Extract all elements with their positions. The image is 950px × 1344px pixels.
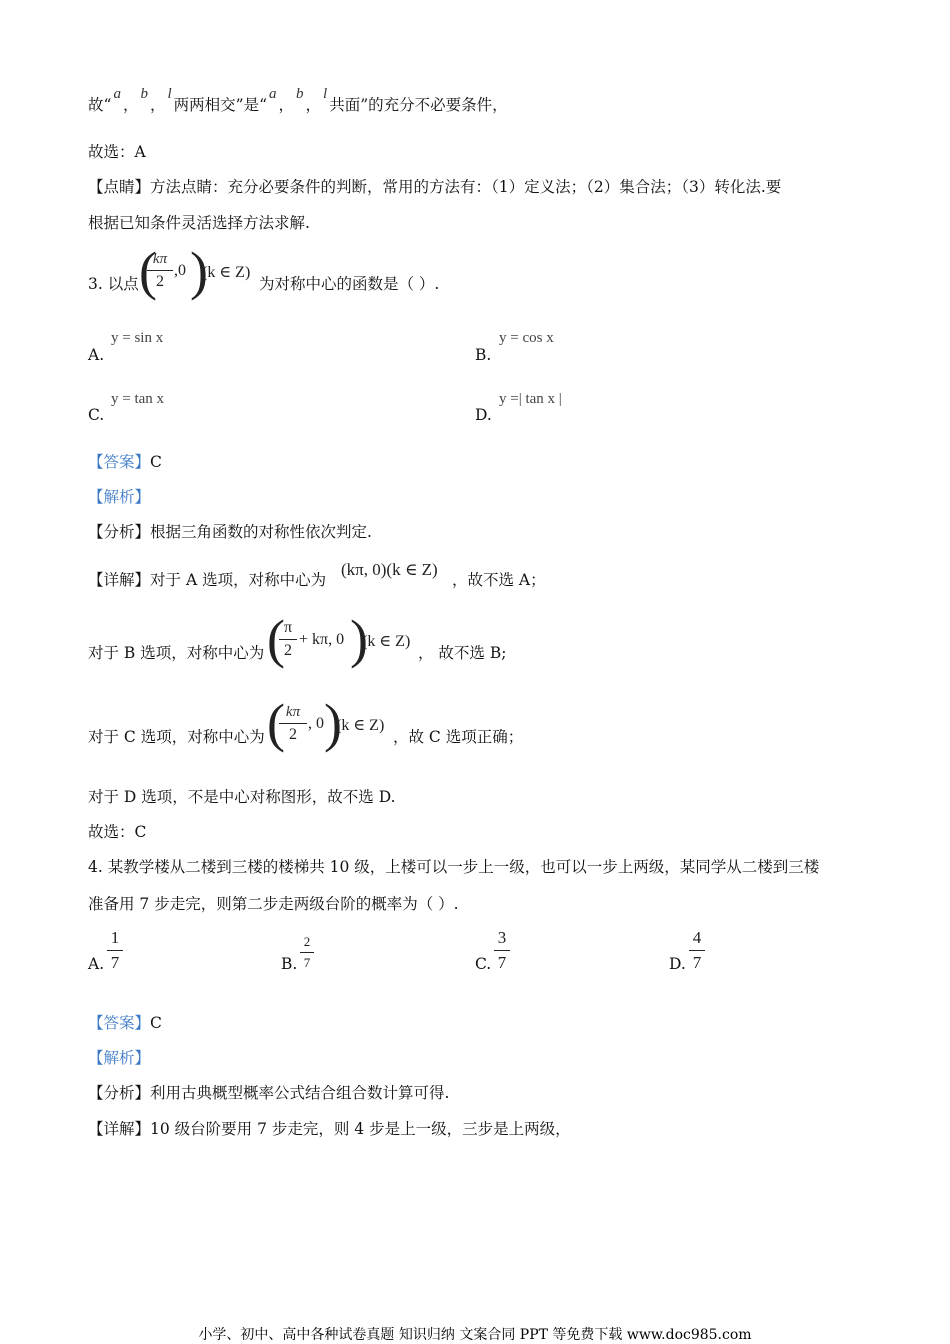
b-cond: (k ∈ Z)	[362, 633, 411, 650]
detail-head: 【详解】	[88, 571, 151, 589]
frac-den: 7	[110, 953, 120, 972]
q3-option-d-formula: y =| tan x |	[499, 391, 562, 407]
left-paren: (	[267, 693, 285, 753]
option-label: C.	[88, 406, 105, 424]
option-label: A.	[88, 346, 105, 364]
detail-text: 10 级台阶要用 7 步走完，则 4 步是上一级，三步是上两级，	[150, 1120, 571, 1138]
q4-detail	[88, 1119, 571, 1139]
answer-value: C	[150, 453, 162, 471]
answer-label: 【答案】	[88, 453, 151, 471]
q3-detail-c-pre: 对于 C 选项，对称中心为	[88, 728, 265, 746]
q3-option-b[interactable]	[475, 345, 491, 365]
text-fragment: ，	[149, 96, 166, 114]
q3-detail-b-pre: 对于 B 选项，对称中心为	[88, 644, 265, 662]
analysis-text: 利用古典概型概率公式结合组合数计算可得.	[150, 1084, 450, 1102]
q3-detail-c-post: ，故 C 选项正确；	[393, 728, 524, 746]
frac-den: 7	[303, 955, 311, 970]
q3-option-c[interactable]	[88, 405, 104, 425]
q4-option-b[interactable]	[281, 954, 297, 974]
var-b: b	[140, 86, 148, 102]
left-paren: (	[267, 609, 285, 669]
frac-num: π	[283, 619, 293, 636]
tip-label: 【点睛】	[88, 178, 151, 196]
frac-den: 2	[156, 273, 164, 290]
analysis-text: 根据三角函数的对称性依次判定.	[150, 523, 372, 541]
frac-bar	[279, 639, 297, 640]
text-fragment: ，	[305, 96, 322, 114]
q4-analysis-label: 【解析】	[88, 1049, 151, 1067]
frac-num: kπ	[285, 704, 301, 720]
frac-num: 1	[110, 928, 120, 947]
q4-option-a-fraction	[107, 928, 123, 973]
text-fragment: 故“	[88, 96, 112, 114]
b-fraction	[279, 619, 297, 660]
option-label: A.	[88, 955, 105, 973]
right-paren: )	[350, 609, 368, 669]
q4-option-b-fraction	[300, 934, 314, 971]
var-l: l	[167, 86, 172, 102]
c-cond: (k ∈ Z)	[336, 717, 385, 734]
c-rest: , 0	[308, 715, 324, 732]
q3-detail-b-post: ， 故不选 B;	[418, 644, 507, 662]
text-fragment: ，	[278, 96, 295, 114]
c-fraction	[279, 703, 307, 744]
frac-den: 7	[497, 953, 507, 972]
frac-den: 7	[692, 953, 702, 972]
analysis-head: 【分析】	[88, 1084, 151, 1102]
q2-choose: 故选：A	[88, 143, 146, 161]
frac-den: 2	[284, 642, 292, 659]
detail-text: 对于 A 选项，对称中心为	[150, 571, 327, 589]
q3-detail-a-formula: (kπ, 0)(k ∈ Z)	[341, 560, 438, 579]
text-fragment: ，	[122, 96, 139, 114]
point-rest: ,0	[174, 262, 186, 279]
q2-tip-line2: 根据已知条件灵活选择方法求解.	[88, 214, 310, 232]
text-fragment: 两两相交”是“	[173, 96, 267, 114]
right-paren: )	[190, 241, 208, 301]
var-a: a	[113, 86, 121, 102]
q3-option-a-formula: y = sin x	[111, 330, 164, 346]
point-fraction	[147, 250, 173, 291]
q3-option-b-formula: y = cos x	[499, 330, 554, 346]
q3-option-d[interactable]	[475, 405, 492, 425]
left-paren: (	[139, 241, 157, 301]
text-fragment: 共面”的充分不必要条件，	[329, 96, 508, 114]
option-label: D.	[475, 406, 492, 424]
right-paren: )	[324, 693, 342, 753]
analysis-head: 【分析】	[88, 523, 151, 541]
q4-stem-line2: 准备用 7 步走完，则第二步走两级台阶的概率为（ ）.	[88, 895, 459, 913]
page-footer: 小学、初中、高中各种试卷真题 知识归纳 文案合同 PPT 等免费下载 www.doc985.com	[198, 1327, 752, 1343]
q3-detail-a-pre	[88, 570, 326, 590]
tip-text: 方法点睛：充分必要条件的判断，常用的方法有：（1）定义法；（2）集合法；（3）转化法.要	[150, 178, 782, 196]
q4-option-a[interactable]	[88, 954, 104, 974]
var-l: l	[323, 86, 328, 102]
frac-num: 4	[692, 928, 702, 947]
answer-label: 【答案】	[88, 1014, 151, 1032]
frac-bar	[107, 950, 123, 951]
q4-option-d-fraction	[689, 928, 705, 973]
frac-num: kπ	[152, 251, 168, 267]
q2-tip-line1	[88, 177, 781, 197]
q3-detail-d: 对于 D 选项，不是中心对称图形，故不选 D.	[88, 788, 396, 806]
frac-bar	[147, 270, 173, 271]
frac-bar	[300, 952, 314, 953]
b-rest: + kπ, 0	[299, 631, 345, 648]
q4-analysis	[88, 1083, 449, 1103]
frac-den: 2	[289, 726, 297, 743]
q3-stem-post: 为对称中心的函数是（ ）.	[259, 275, 440, 293]
q3-option-c-formula: y = tan x	[111, 391, 165, 407]
q3-choose: 故选：C	[88, 823, 147, 841]
q2-conclusion-line	[88, 86, 508, 116]
frac-bar	[689, 950, 705, 951]
answer-value: C	[150, 1014, 162, 1032]
var-b: b	[296, 86, 304, 102]
q3-stem-pre: 3. 以点	[88, 275, 139, 293]
var-a: a	[269, 86, 277, 102]
q3-answer	[88, 452, 162, 472]
option-label: C.	[475, 955, 492, 973]
option-label: D.	[669, 955, 686, 973]
detail-head: 【详解】	[88, 1120, 151, 1138]
frac-bar	[494, 950, 510, 951]
frac-num: 3	[497, 928, 507, 947]
option-label: B.	[475, 346, 492, 364]
q4-stem-line1: 4. 某教学楼从二楼到三楼的楼梯共 10 级，上楼可以一步上一级，也可以一步上两级，某同学从二楼到三楼	[88, 858, 820, 876]
q4-option-c-fraction	[494, 928, 510, 973]
q3-analysis-label: 【解析】	[88, 488, 151, 506]
option-label: B.	[281, 955, 298, 973]
point-cond: (k ∈ Z)	[202, 264, 251, 281]
q4-option-d[interactable]	[669, 954, 686, 974]
q4-option-c[interactable]	[475, 954, 491, 974]
q3-option-a[interactable]	[88, 345, 104, 365]
frac-bar	[279, 723, 307, 724]
q3-analysis	[88, 522, 372, 542]
frac-num: 2	[303, 934, 311, 949]
q3-detail-a-post: ，故不选 A；	[452, 571, 546, 589]
q4-answer	[88, 1013, 162, 1033]
